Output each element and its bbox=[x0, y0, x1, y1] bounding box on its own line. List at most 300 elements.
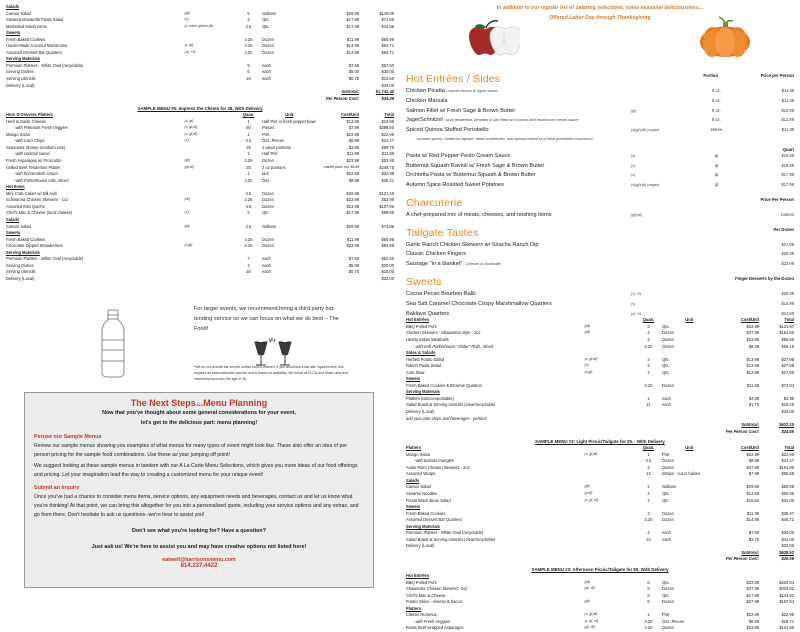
item-name: JagerSchnitzel - pork tenderloin, breaded & pan fried w/ a bacon and mushroom cream sauce bbox=[406, 117, 579, 124]
price-caption: Finger Desserts by the Dozen bbox=[735, 275, 794, 281]
item-name: Marinated Mushrooms bbox=[6, 23, 47, 29]
item-diet: (gf) bbox=[631, 108, 637, 113]
peruse-paragraph-1: Review our sample menus showing you examples of what menus for many types of event might look like. These also offer an idea of per person pricing for the sample food combinations. Use these as your jumping off point! bbox=[34, 442, 347, 458]
item-total: $20.00 bbox=[381, 262, 394, 268]
item-qty: 5 bbox=[247, 10, 250, 16]
item-name: Salad Bowls & Serving Utensils (clear/recyclable) bbox=[406, 402, 496, 408]
item-qty: 24 bbox=[646, 536, 651, 542]
item-total: $74.98 bbox=[381, 223, 394, 229]
item-cost: $22.99 bbox=[346, 131, 360, 137]
bar-disclaimer: *We do not provide bar service unless food is ordered. If you would like a bar with liquor/mixers, this requires an extra bartender and fee and is based on availbility. We follow all PLCB and State Laws and card everyone under the age of 35. bbox=[194, 365, 349, 381]
contact-phone[interactable]: 814.237.4422 bbox=[180, 562, 218, 569]
item-diet: (gf) bbox=[184, 223, 190, 228]
item-name: Assorted Dessert Bar Quarters bbox=[406, 517, 462, 523]
item-portion: qt bbox=[714, 152, 719, 158]
item-unit: Dozen bbox=[262, 190, 274, 196]
item-cost: $1.75 bbox=[748, 402, 760, 408]
item-total: $42.00 bbox=[781, 536, 794, 542]
item-name: Chicken Picatta - classic lemon & caper sauce bbox=[406, 88, 498, 94]
item-qty: 4.25 bbox=[644, 625, 653, 631]
item-cost: $23.99 bbox=[746, 625, 760, 631]
item-total: $33.00 bbox=[381, 82, 394, 88]
item-total: $67.50 bbox=[381, 62, 394, 68]
item-unit: each bbox=[662, 395, 671, 401]
item-name: Caesar Salad bbox=[6, 10, 31, 16]
item-qty: 4.25 bbox=[244, 36, 253, 42]
item-name: Asian Plum Chicken Skewers - 2oz bbox=[406, 464, 470, 470]
item-name: BBQ Pulled Pork bbox=[406, 323, 437, 329]
item-diet: (v) bbox=[184, 210, 189, 215]
per-person-label: Per Person Cost: bbox=[325, 95, 360, 101]
item-cost: $23.99 bbox=[346, 197, 360, 203]
item-qty: 4 bbox=[247, 262, 250, 268]
apples-icon bbox=[466, 20, 520, 63]
item-name: Serving Utensils bbox=[6, 76, 36, 82]
section-label: Platters bbox=[406, 605, 422, 611]
item-cost: $13.99 bbox=[746, 491, 760, 496]
col-header-total: Total bbox=[384, 112, 394, 118]
col-header-cost: Cost/Unit bbox=[740, 445, 760, 451]
item-unit: Pieces bbox=[262, 125, 275, 131]
item-total: $22.99 bbox=[381, 131, 394, 137]
table-row bbox=[406, 625, 794, 632]
item-name: Premium Platters - White Oval (recyclable) bbox=[6, 256, 84, 262]
item-unit: Qts. bbox=[662, 592, 670, 598]
item-name: Chicken Skewers - Shawarma style - 2oz bbox=[406, 330, 481, 336]
item-unit: each bbox=[662, 402, 671, 408]
item-qty: 2 bbox=[647, 497, 650, 503]
item-cost: $8.99 bbox=[748, 343, 760, 349]
item-diet: (gf) bbox=[184, 10, 190, 15]
item-name: Herb & Garlic Cheese bbox=[6, 118, 46, 124]
menu2-title: SAMPLE MENU #2: Light Picnic/Tailgate for 25. - With Delivery bbox=[535, 439, 665, 445]
item-unit: Dozen bbox=[662, 336, 674, 342]
item-qty: 1 bbox=[247, 171, 250, 177]
item-name: Caesar Salad bbox=[406, 484, 431, 490]
item-diet: (v, trace gluten,df) bbox=[184, 23, 214, 28]
item-unit: each bbox=[662, 536, 671, 542]
col-header-cost: Cost/Unit bbox=[740, 317, 760, 323]
category-block bbox=[406, 227, 794, 270]
item-unit: Qts. bbox=[662, 356, 670, 362]
item-cost: $13.99 bbox=[746, 369, 760, 375]
item-name: Assorted Dessert Bar Quarters bbox=[6, 49, 62, 55]
item-total: $44.98 bbox=[381, 23, 394, 29]
item-cost: $5.00 bbox=[348, 262, 360, 268]
item-name: Serving Dishes bbox=[6, 262, 34, 268]
item-total: $121.46 bbox=[379, 190, 394, 196]
item-cost: $13.99 bbox=[346, 118, 360, 124]
item-diet: (v, gf, df) bbox=[584, 618, 599, 623]
item-qty: 8 bbox=[647, 592, 650, 598]
item-qty: 4.5 bbox=[245, 203, 252, 209]
category-table bbox=[406, 87, 794, 143]
item-name: Spiced Quinoa Stuffed Portobello bbox=[406, 127, 489, 134]
item-diet: (v, gf) bbox=[184, 118, 194, 123]
item-qty: 5 bbox=[247, 210, 250, 216]
item-total: $31.47 bbox=[781, 458, 794, 464]
menu-item-row bbox=[406, 116, 794, 126]
item-unit: Pint bbox=[662, 451, 670, 457]
item-diet: (df) bbox=[584, 579, 590, 584]
item-total: $22.99 bbox=[781, 612, 794, 618]
item-unit: Dozen bbox=[262, 236, 274, 242]
item-total: $48.72 bbox=[781, 517, 794, 523]
col-header-unit: Unit bbox=[685, 445, 694, 451]
section-label: Sweets bbox=[406, 376, 421, 382]
quart-caption: Quart bbox=[782, 146, 794, 152]
item-name: Garlic Ranch Chicken Skewers w/ Siracha Ranch Dip bbox=[406, 241, 539, 248]
item-unit: each bbox=[262, 69, 271, 75]
item-cost: $8.99 bbox=[348, 177, 360, 183]
item-cost: $27.99 bbox=[746, 599, 760, 605]
item-portion bbox=[693, 260, 740, 270]
item-price: $11.99 bbox=[781, 88, 794, 93]
item-qty: 12 bbox=[646, 471, 651, 477]
item-unit: Half Pint in fresh pepper bowl bbox=[262, 118, 316, 124]
item-cost: $0.75 bbox=[348, 76, 360, 82]
item-qty: 4.25 bbox=[244, 49, 253, 55]
inquiry-heading: Submit an Inquiry bbox=[34, 484, 80, 491]
menu-item-row bbox=[406, 162, 794, 172]
section-label: Salads bbox=[6, 216, 20, 222]
category-block bbox=[406, 73, 794, 191]
item-unit: Doz bbox=[262, 177, 270, 183]
item-cost: $17.99 bbox=[346, 210, 360, 216]
item-price: $19.99 bbox=[781, 152, 794, 158]
menu-item-row bbox=[406, 136, 794, 143]
next-steps-title: The Next Steps...Menu Planning bbox=[130, 398, 268, 408]
item-total: $203.94 bbox=[779, 579, 794, 585]
item-cost: $14.99 bbox=[346, 49, 360, 55]
item-cost: $1.75 bbox=[748, 536, 760, 542]
item-unit: Gallons bbox=[262, 10, 276, 16]
item-portion: 8 oz. bbox=[711, 117, 721, 123]
portion-caption: Portion bbox=[703, 73, 718, 78]
item-unit: Dozen bbox=[662, 343, 674, 349]
per-person-value: $24.89 bbox=[781, 428, 794, 434]
item-name: Cole Slaw bbox=[406, 369, 425, 375]
item-name: - with Premium Fresh Veggies bbox=[13, 125, 68, 131]
item-unit: Dozen bbox=[262, 203, 274, 209]
item-unit: each bbox=[262, 62, 271, 68]
item-cost: $13.99 bbox=[746, 356, 760, 362]
item-total: $74.94 bbox=[781, 382, 794, 388]
item-name: Pasta w/ Red Pepper Pesto Cream Sauce bbox=[406, 152, 511, 159]
item-name: Herbed Potato Salad bbox=[406, 356, 445, 362]
item-total: $13.50 bbox=[381, 76, 394, 82]
col-header-name: Hors D'Oeuvres Platters bbox=[6, 112, 53, 118]
col-header-total: Total bbox=[784, 317, 794, 323]
item-name: Mango Salsa bbox=[6, 131, 30, 137]
menu-item-row bbox=[406, 290, 794, 300]
item-qty: 9 bbox=[247, 62, 250, 68]
item-qty: 2.5 bbox=[245, 23, 252, 29]
item-cost: $7.50 bbox=[748, 530, 760, 536]
item-total: $95.88 bbox=[781, 471, 794, 477]
item-unit: Half Pint bbox=[262, 151, 278, 157]
menu-item-row bbox=[406, 97, 794, 107]
item-price: $26.99 bbox=[781, 290, 794, 296]
menu-item-row bbox=[406, 211, 794, 221]
item-name: Delivery (Local) bbox=[406, 543, 435, 549]
item-price: $17.99 bbox=[781, 172, 794, 178]
item-unit: Dozen bbox=[262, 158, 274, 164]
item-cost: $29.99 bbox=[346, 223, 360, 229]
item-cost: $33.99 bbox=[746, 323, 760, 329]
item-total: $89.95 bbox=[381, 210, 394, 216]
item-unit: each bbox=[262, 269, 271, 275]
item-total: $52.50 bbox=[381, 256, 394, 262]
menu-table-2 bbox=[406, 445, 794, 563]
item-diet: (v) bbox=[631, 173, 636, 178]
item-name: Classic Chicken Fingers bbox=[406, 251, 466, 258]
item-unit: Qts bbox=[662, 497, 669, 503]
item-diet: (v)(gf)(df) (vegan) bbox=[631, 128, 660, 133]
col-header-unit: Unit bbox=[285, 112, 294, 118]
item-cost: $13.99 bbox=[746, 363, 760, 369]
item-total: $71.96 bbox=[381, 17, 394, 23]
item-diet: (v) bbox=[184, 138, 189, 143]
item-price: $26.99 bbox=[781, 251, 794, 257]
item-name: Fresh Baked Cookies bbox=[6, 36, 46, 42]
item-name: Serving Dishes bbox=[6, 69, 34, 75]
item-unit: Dozen bbox=[662, 517, 674, 523]
item-cost: $14.99 bbox=[346, 43, 360, 49]
section-label: Salads bbox=[406, 477, 420, 483]
section-label: Sides & Salads bbox=[406, 350, 436, 356]
item-cost: $4.99 bbox=[748, 395, 760, 401]
item-name: - with Soft Parkerhouse "Slider" Rolls, sliced bbox=[413, 343, 494, 349]
next-steps-box bbox=[24, 392, 374, 588]
item-qty: 2 bbox=[647, 369, 650, 375]
item-name: Sea Salt Caramel Chocolate Crispy Marshmallow Quarters bbox=[406, 300, 552, 307]
item-name: Assorted Mini Quiche bbox=[6, 203, 45, 209]
item-name: Potato Skins - cheese & bacon bbox=[406, 599, 462, 605]
item-unit: 2 piece portions bbox=[262, 144, 291, 150]
item-cost: $3.99 bbox=[348, 144, 360, 150]
section-label: Sweets bbox=[6, 30, 21, 36]
item-unit: Dozen bbox=[262, 36, 274, 42]
item-name: - with horseradish cream bbox=[13, 171, 58, 177]
item-name: Chicken Marsala bbox=[406, 97, 448, 104]
item-qty: 1 bbox=[247, 131, 250, 137]
item-name: Fresh Asparagus w/ Proscuitto bbox=[6, 158, 62, 164]
item-qty: 4.5 bbox=[245, 190, 252, 196]
item-cost: $22.99 bbox=[746, 451, 760, 457]
item-total: $56.19 bbox=[781, 343, 794, 349]
item-unit: each bbox=[662, 530, 671, 536]
item-total: $22.99 bbox=[381, 171, 394, 177]
subtotal-label: Subtotal: bbox=[341, 89, 360, 95]
item-total: $50.96 bbox=[381, 236, 394, 242]
item-total: $59.98 bbox=[781, 484, 794, 490]
per-person-value: $25.56 bbox=[781, 556, 794, 562]
menu-item-row bbox=[406, 87, 794, 97]
item-diet: (gf) bbox=[184, 158, 190, 163]
item-name: A chef-prepared mix of meats, cheeses, and noshing items bbox=[406, 211, 552, 218]
item-description: - Chorizo or Andouille bbox=[462, 261, 501, 267]
item-name: Chef's Mac & Cheese bbox=[406, 592, 446, 598]
item-total: $33.00 bbox=[381, 275, 394, 281]
item-unit: pint bbox=[262, 171, 269, 177]
item-portion bbox=[693, 310, 740, 320]
item-diet: (v,gf) bbox=[184, 243, 193, 248]
item-name: Delivery (Local) bbox=[406, 408, 435, 414]
item-unit: Doz. Pieces bbox=[262, 138, 284, 144]
section-label: Sweets bbox=[6, 230, 21, 236]
col-header-qty: Quan. bbox=[242, 112, 255, 118]
item-total: $31.00 bbox=[781, 497, 794, 503]
item-cost: $11.99 bbox=[346, 236, 360, 242]
seasonal-line-1: In addition to our regular list of catering selections, some seasonal deliciousness... bbox=[496, 5, 704, 11]
category-block bbox=[406, 197, 794, 221]
item-unit: Gallons bbox=[662, 484, 676, 490]
item-name: Cocoa Pecan Bourbon Balls bbox=[406, 290, 476, 297]
price-caption: Price per Person bbox=[760, 73, 794, 78]
item-qty: 2 bbox=[647, 356, 650, 362]
item-portion bbox=[693, 241, 740, 251]
item-cost: $17.99 bbox=[746, 592, 760, 598]
item-total: $27.98 bbox=[781, 363, 794, 369]
item-name: Sesame Noodles bbox=[406, 491, 438, 496]
item-unit bbox=[262, 276, 316, 283]
item-unit: each bbox=[262, 76, 271, 82]
item-portion bbox=[693, 211, 740, 221]
item-total: $22.99 bbox=[781, 451, 794, 457]
price-caption: Price Per Person bbox=[760, 196, 794, 202]
item-unit: Qts. bbox=[662, 363, 670, 369]
item-portion: 8 oz. bbox=[711, 97, 721, 103]
category-title: Sweets bbox=[406, 275, 442, 288]
item-total: $24.47 bbox=[381, 138, 394, 144]
item-total: $27.98 bbox=[781, 369, 794, 375]
water-bottle-icon bbox=[92, 308, 134, 385]
item-total: $33.00 bbox=[781, 408, 794, 414]
item-name: Fresh Baked Cookies & Brownie Quarters bbox=[406, 382, 482, 388]
item-qty: 6 bbox=[647, 599, 650, 605]
item-qty: 2 bbox=[647, 363, 650, 369]
item-unit: Dozen bbox=[662, 510, 674, 516]
item-name: Assorted Wraps bbox=[406, 471, 436, 477]
item-diet: (v) +N bbox=[631, 291, 641, 296]
item-total: $53.98 bbox=[381, 197, 394, 203]
item-portion: qt bbox=[714, 172, 719, 178]
item-qty: 4 bbox=[647, 330, 650, 336]
item-diet bbox=[631, 260, 693, 270]
item-total: $19.25 bbox=[781, 402, 794, 408]
item-qty: 6.25 bbox=[644, 343, 653, 349]
item-qty: 1 bbox=[247, 118, 250, 124]
item-cost: $37.99 bbox=[746, 464, 760, 470]
item-diet: (v) bbox=[584, 363, 589, 368]
item-qty: 2.25 bbox=[244, 158, 253, 164]
item-price: $16.99 bbox=[781, 107, 794, 113]
item-qty: 4 bbox=[647, 464, 650, 470]
contact-email[interactable]: eatwell@harrisonsmenu.com bbox=[162, 556, 236, 563]
menu-table-1 bbox=[406, 317, 794, 435]
item-diet: (gf)(df) bbox=[631, 212, 642, 217]
item-cost: $11.99 bbox=[746, 382, 760, 388]
seasonal-line-2: Offered Labor Day through Thanksgiving bbox=[549, 14, 651, 21]
item-cost: $37.99 bbox=[746, 330, 760, 336]
item-diet: (vi) +N bbox=[184, 49, 196, 54]
item-unit: Dozen bbox=[662, 330, 674, 336]
item-total: $101.96 bbox=[779, 625, 794, 631]
pumpkin-icon bbox=[698, 16, 754, 63]
col-header-qty: Quan. bbox=[642, 317, 655, 323]
item-total: $121.97 bbox=[779, 323, 794, 329]
item-unit: Dozen bbox=[262, 243, 274, 249]
item-total: $107.96 bbox=[379, 203, 394, 209]
item-qty: 11 bbox=[646, 402, 651, 408]
menu-item-row bbox=[406, 107, 794, 117]
item-qty: 8 bbox=[647, 586, 650, 592]
item-price: $11.99 bbox=[781, 127, 794, 133]
item-cost: $23.99 bbox=[346, 158, 360, 164]
item-total: $399.50 bbox=[379, 125, 394, 131]
item-diet: (v,gf) bbox=[584, 369, 593, 374]
item-total: $303.92 bbox=[779, 586, 794, 592]
item-portion: qt bbox=[714, 162, 719, 168]
item-price: $27.99 bbox=[781, 241, 794, 247]
section-label: Serving Materials bbox=[6, 249, 40, 255]
item-cost: $29.99 bbox=[346, 10, 360, 16]
item-qty: 2 bbox=[647, 484, 650, 490]
bar-service-note: For larger events, we recommend hiring a third party bar-tending service so we can focus on what we do best – The Food! bbox=[194, 306, 339, 332]
category-table bbox=[406, 290, 794, 319]
seasonal-artwork-row bbox=[406, 23, 794, 67]
item-total: $63.71 bbox=[381, 43, 394, 49]
item-name: - with Corn Chips bbox=[13, 138, 45, 144]
menu-item-row bbox=[406, 250, 794, 260]
item-diet bbox=[631, 241, 693, 251]
col-header-qty: Quan. bbox=[642, 445, 655, 451]
item-diet: (v, gf,df) bbox=[584, 612, 598, 617]
item-cost: $6.99 bbox=[748, 618, 760, 624]
item-name: Chocolate Dipped Strawberries bbox=[6, 243, 63, 249]
item-description: - pork tenderloin, breaded & pan fried w/ a bacon and mushroom cream sauce bbox=[442, 117, 579, 123]
item-cost: $6.99 bbox=[348, 138, 360, 144]
item-total: $50.96 bbox=[381, 36, 394, 42]
item-diet: (v) bbox=[631, 163, 636, 168]
item-qty: 6.25 bbox=[644, 382, 653, 388]
item-price: $11.99 bbox=[781, 97, 794, 103]
item-cost: $29.99 bbox=[746, 484, 760, 490]
item-qty: 4.25 bbox=[244, 43, 253, 49]
menu-item-row bbox=[406, 241, 794, 251]
item-name: Salad Bowls & Serving Utensils (clear/recyclable) bbox=[406, 536, 496, 542]
section-label: Serving Materials bbox=[406, 523, 440, 529]
item-total: $35.97 bbox=[781, 510, 794, 516]
item-unit: Qts bbox=[262, 210, 269, 216]
col-header-name: Hot Entrées bbox=[406, 573, 429, 579]
item-name: Smoked Mozarella Pasta Salad bbox=[6, 17, 64, 23]
item-qty: 2.5 bbox=[245, 223, 252, 229]
item-qty: 4 bbox=[647, 491, 650, 496]
item-total: $151.96 bbox=[779, 330, 794, 336]
section-label: Salads bbox=[6, 4, 20, 9]
item-price: $14.99 bbox=[781, 310, 794, 316]
item-unit: Qts. bbox=[662, 491, 670, 496]
item-diet: (gf) bbox=[584, 484, 590, 489]
item-total: $99.75 bbox=[381, 144, 394, 150]
menu-table-3 bbox=[406, 573, 794, 632]
item-name: Schwarma Chicken Skewers - 1oz bbox=[6, 197, 69, 203]
item-name: Salmon Fillet w/ Fresh Sage & Brown Butter bbox=[406, 107, 516, 114]
item-total: $63.71 bbox=[381, 49, 394, 55]
item-name: Hearty Italian Meatballs bbox=[406, 336, 449, 342]
